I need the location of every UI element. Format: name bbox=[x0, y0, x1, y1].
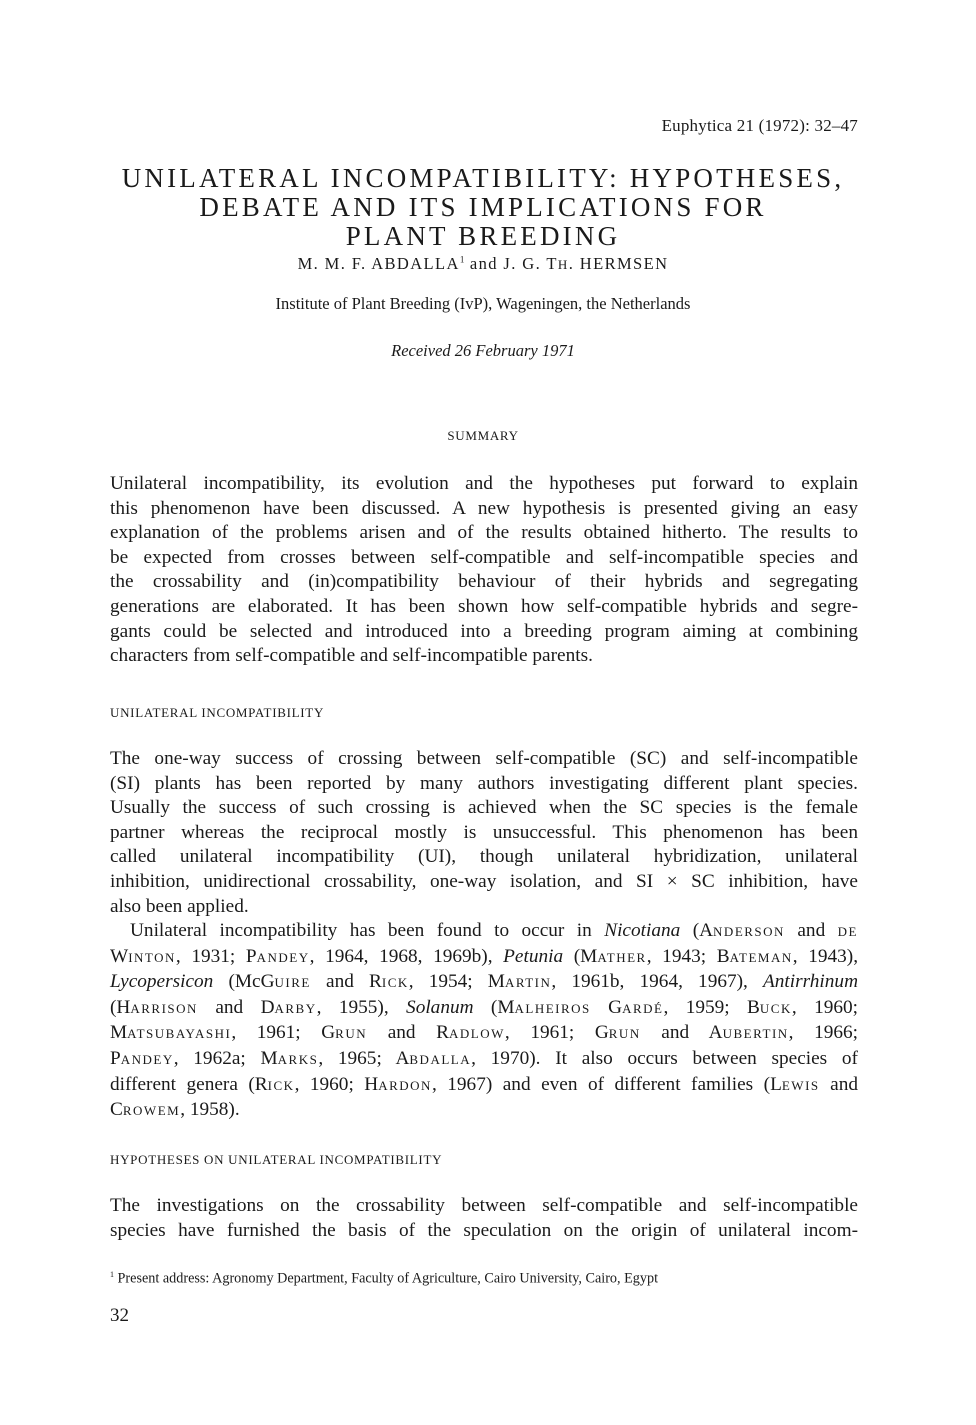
affiliation: Institute of Plant Breeding (IvP), Wageningen, the Netherlands bbox=[275, 294, 691, 313]
text-line: Lycopersicon (McGUIRE and RICK, 1954; MARTIN, 1961b, 1964, 1967), Antirrhinum bbox=[110, 971, 858, 993]
hypotheses-paragraph bbox=[110, 1194, 858, 1243]
text-line: MATSUBAYASHI, 1961; GRUN and RADLOW, 1961; GRUN and AUBERTIN, 1966; bbox=[110, 1022, 859, 1044]
text-line: generations are elaborated. It has been shown how self-compatible hybrids and segre- bbox=[110, 595, 858, 617]
text-line: WINTON, 1931; PANDEY, 1964, 1968, 1969b), Petunia (MATHER, 1943; BATEMAN, 1943), bbox=[110, 945, 859, 967]
text-line: CROWEM, 1958). bbox=[110, 1099, 240, 1121]
text-line: (SI) plants has been reported by many authors investigating different plant species. bbox=[110, 772, 858, 794]
footnote-text: Present address: Agronomy Department, Faculty of Agriculture, Cairo University, Cairo, Egypt bbox=[114, 1270, 659, 1287]
article-title bbox=[90, 164, 876, 251]
text-line: PANDEY, 1962a; MARKS, 1965; ABDALLA, 1970). It also occurs between species of bbox=[110, 1047, 858, 1069]
author-1: M. M. F. ABDALLA bbox=[297, 254, 460, 273]
title-line: DEBATE AND ITS IMPLICATIONS FOR bbox=[199, 192, 767, 223]
text-line: Usually the success of such crossing is achieved when the SC species is the female bbox=[110, 797, 858, 819]
summary-heading: SUMMARY bbox=[447, 428, 519, 443]
text-line: this phenomenon have been discussed. A new hypothesis is presented giving an easy bbox=[110, 497, 858, 519]
text-line: (HARRISON and DARBY, 1955), Solanum (MALHEIROS GARDÉ, 1959; BUCK, 1960; bbox=[110, 996, 858, 1018]
genus-name: Petunia bbox=[503, 945, 564, 967]
text-line: explanation of the problems arisen and of the results obtained hitherto. The results to bbox=[110, 522, 858, 544]
unilateral-paragraph-1 bbox=[110, 747, 858, 919]
page-number: 32 bbox=[110, 1305, 129, 1326]
text-line: partner whereas the reciprocal mostly is unsuccessful. This phenomenon has been bbox=[110, 821, 858, 843]
title-line: UNILATERAL INCOMPATIBILITY: HYPOTHESES, bbox=[121, 163, 845, 194]
author-conjunction: and bbox=[464, 254, 504, 273]
footnote-mark: 1 bbox=[110, 1270, 114, 1279]
text-line: characters from self-compatible and self-incompatible parents. bbox=[110, 645, 593, 667]
text-line: be expected from crosses between self-compatible and self-incompatible species and bbox=[110, 546, 858, 568]
text-line: gants could be selected and introduced into a breeding program aiming at combining bbox=[110, 620, 858, 642]
authors bbox=[90, 254, 876, 274]
text-line: called unilateral incompatibility (UI), though unilateral hybridization, unilateral bbox=[110, 846, 858, 868]
footnote bbox=[110, 1270, 858, 1288]
unilateral-paragraph-2 bbox=[110, 919, 858, 1124]
genus-name: Nicotiana bbox=[604, 920, 681, 941]
text-line: The investigations on the crossability between self-compatible and self-incompatible bbox=[110, 1195, 858, 1216]
text-line: inhibition, unidirectional crossability, one-way isolation, and SI × SC inhibition, have bbox=[110, 870, 858, 892]
genus-name: Solanum bbox=[406, 996, 474, 1018]
title-line: PLANT BREEDING bbox=[345, 221, 621, 252]
text-line: also been applied. bbox=[110, 895, 249, 917]
summary-paragraph bbox=[110, 472, 858, 669]
genus-name: Antirrhinum bbox=[763, 971, 858, 993]
text-line: different genera (RICK, 1960; HARDON, 1967) and even of different families (LEWIS and bbox=[110, 1073, 858, 1095]
text-line: species have furnished the basis of the speculation on the origin of unilateral incom- bbox=[110, 1219, 858, 1241]
author-2: J. G. TH. HERMSEN bbox=[503, 254, 669, 273]
section-heading-unilateral: UNILATERAL INCOMPATIBILITY bbox=[110, 705, 325, 720]
text-line: the crossability and (in)compatibility behaviour of their hybrids and segregating bbox=[110, 571, 858, 593]
text-line: Unilateral incompatibility has been found to occur in Nicotiana (ANDERSON and DE bbox=[130, 920, 858, 941]
genus-name: Lycopersicon bbox=[110, 971, 214, 993]
received-date: Received 26 February 1971 bbox=[391, 341, 575, 360]
journal-reference: Euphytica 21 (1972): 32–47 bbox=[661, 116, 858, 135]
text-line: Unilateral incompatibility, its evolution and the hypotheses put forward to explain bbox=[110, 473, 858, 494]
section-heading-hypotheses: HYPOTHESES ON UNILATERAL INCOMPATIBILITY bbox=[110, 1152, 443, 1167]
footnote-mark: 1 bbox=[459, 254, 465, 265]
text-line: The one-way success of crossing between self-compatible (SC) and self-incompatible bbox=[110, 748, 858, 769]
